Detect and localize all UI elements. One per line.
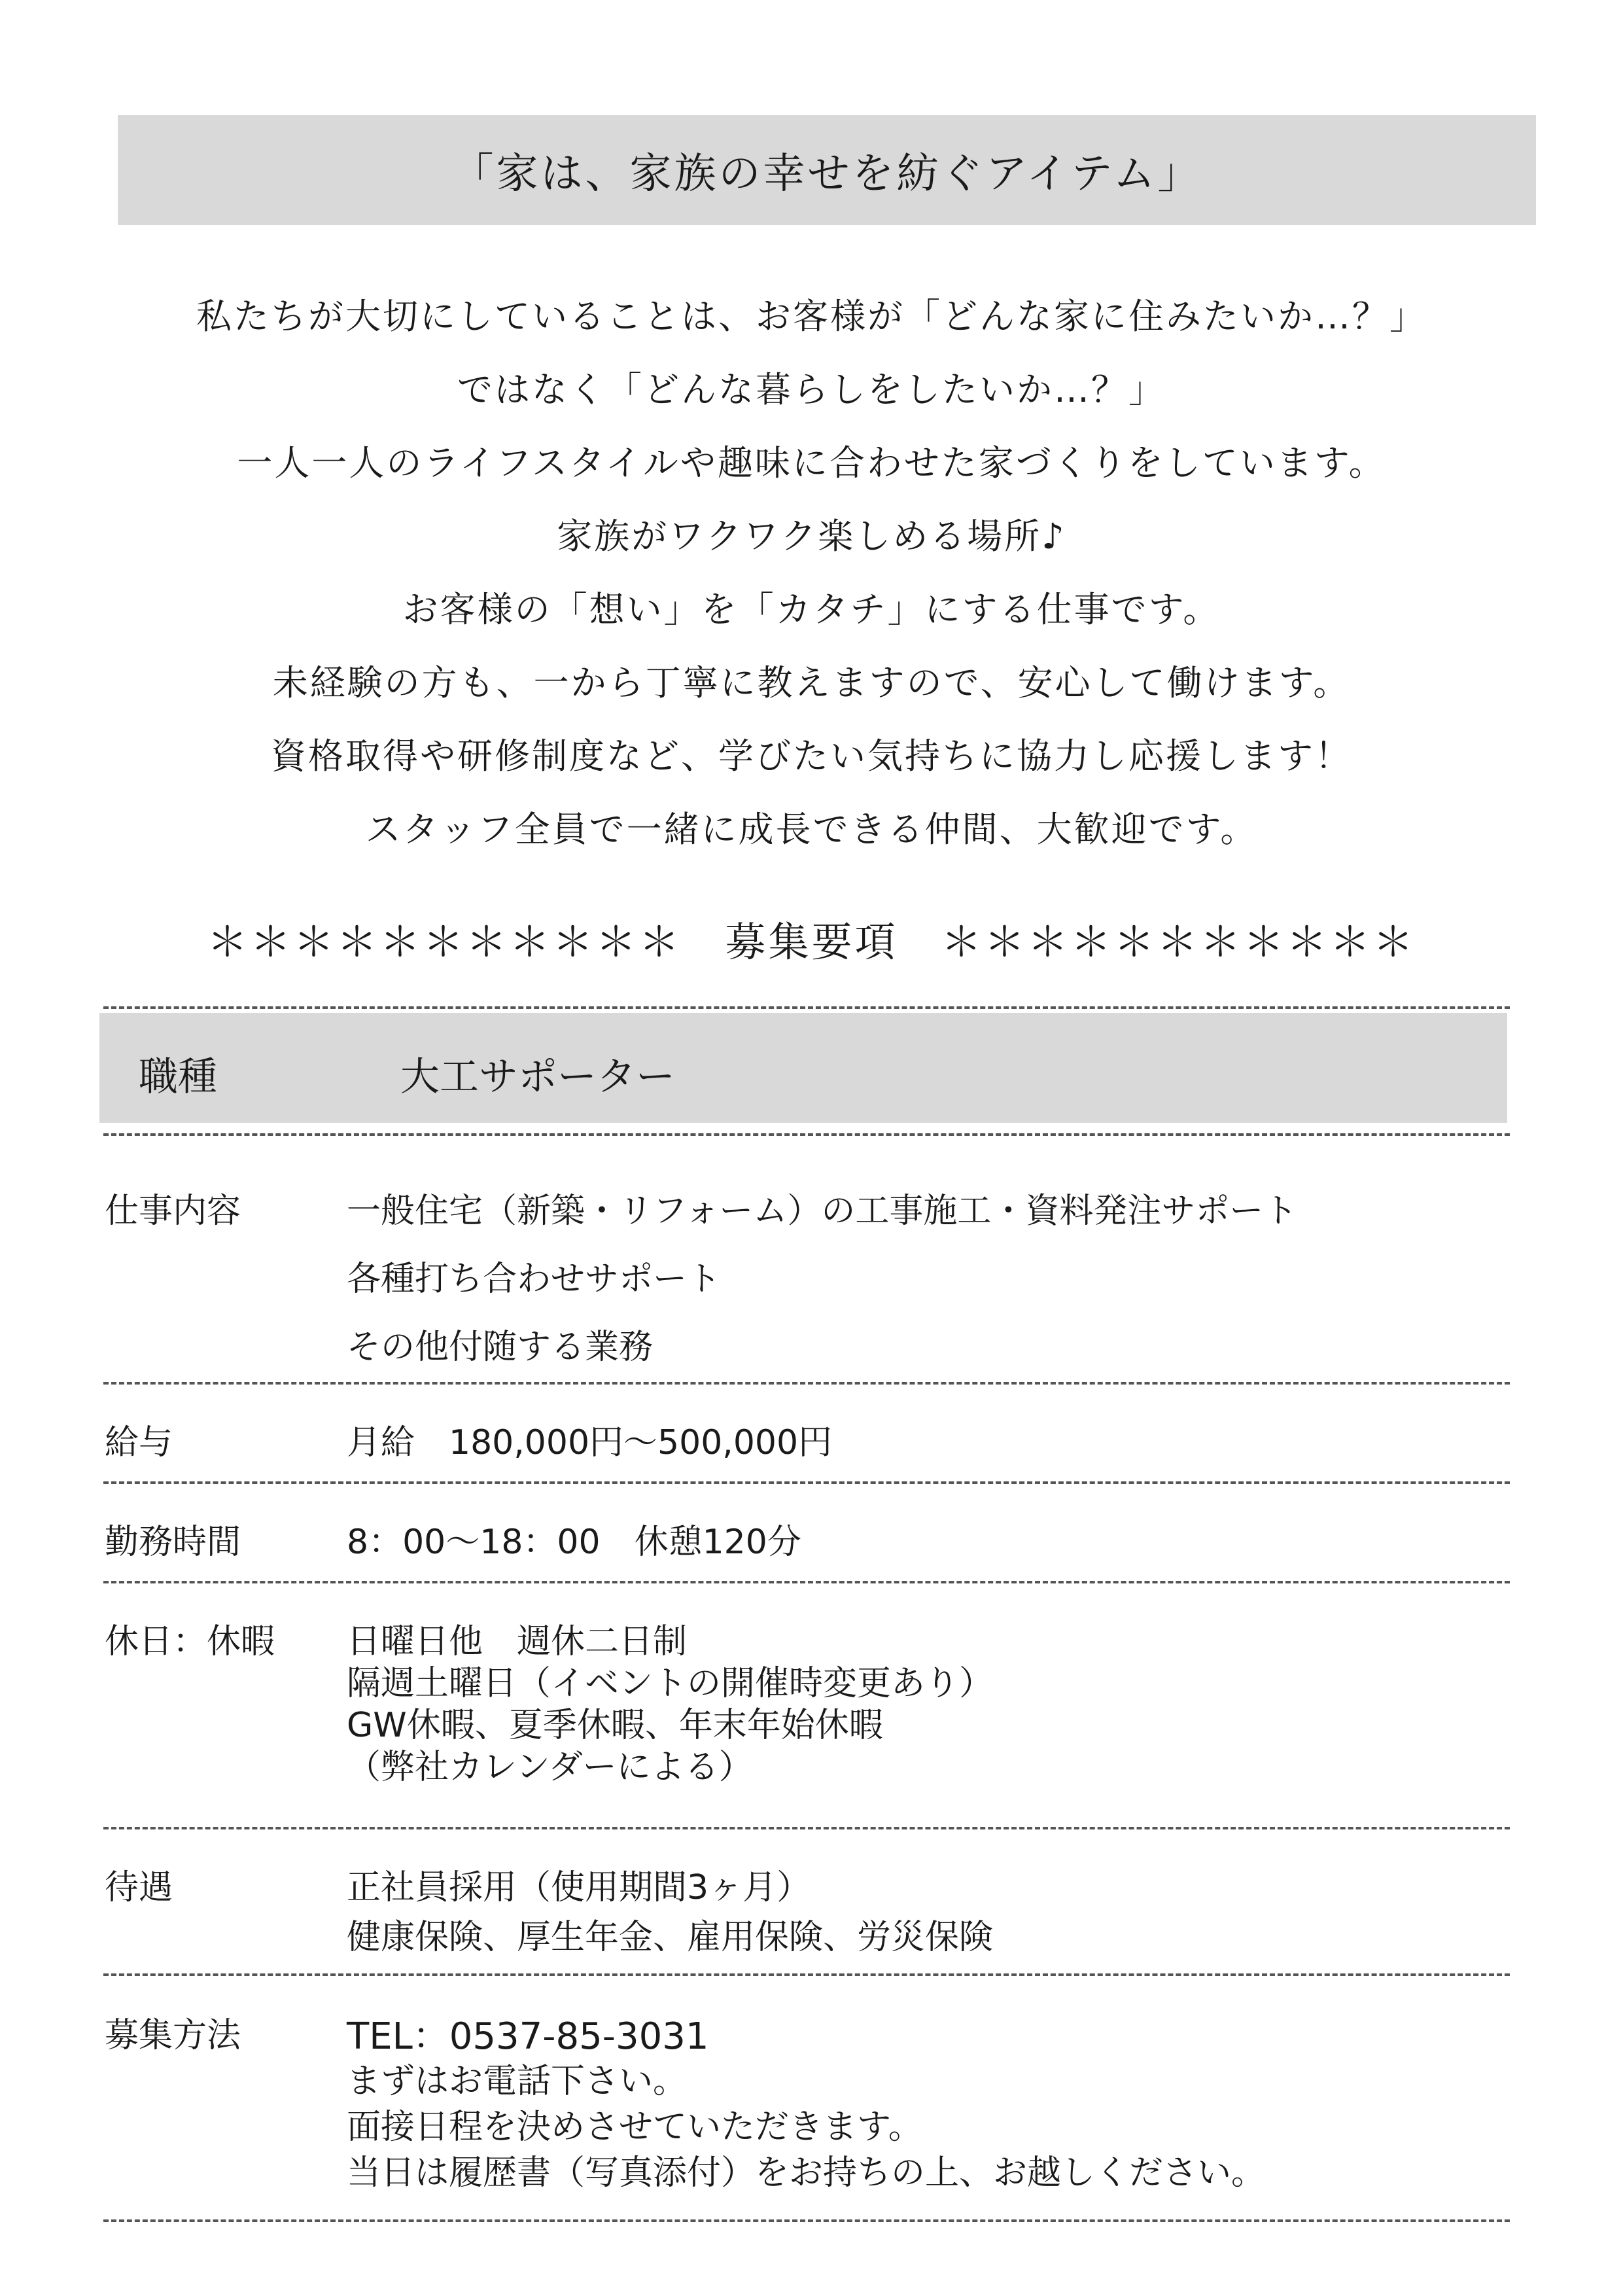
holidays-line: 日曜日他 週休二日制 [347,1622,688,1661]
work-content-value [347,1183,1297,1387]
divider [103,1133,1510,1136]
title-banner [118,115,1536,225]
benefits-line: 正社員採用（使用期間3ヶ月） [347,1868,811,1907]
work-content-line: 各種打ち合わせサポート [347,1260,722,1299]
page-title: 「家は、家族の幸せを紡ぐアイテム」 [451,150,1202,198]
benefits-label: 待遇 [105,1868,173,1907]
divider [103,2219,1510,2222]
intro-line: お客様の「想い」を「カタチ」にする仕事です。 [402,589,1221,630]
intro-line: スタッフ全員で一緒に成長できる仲間、大歓迎です。 [365,809,1258,850]
divider [103,1481,1510,1484]
application-method-label: 募集方法 [105,2016,241,2055]
benefits-value [347,1860,993,1959]
divider [103,1827,1510,1829]
divider [103,1006,1510,1009]
application-method-value [347,2007,1265,2191]
section-heading: ＊＊＊＊＊＊＊＊＊＊＊ 募集要項 ＊＊＊＊＊＊＊＊＊＊＊ [207,918,1416,966]
divider [103,1581,1510,1583]
working-hours-value [347,1514,801,1563]
working-hours-line: 8：00～18：00 休憩120分 [347,1523,801,1562]
working-hours-label: 勤務時間 [105,1523,241,1562]
intro-line: 家族がワクワク楽しめる場所♪ [557,516,1066,557]
phone-number: TEL：0537-85-3031 [347,2015,709,2058]
holidays-line: 隔週土曜日（イベントの開催時変更あり） [347,1664,994,1703]
salary-line: 月給 180,000円～500,000円 [347,1423,833,1462]
holidays-label: 休日：休暇 [105,1622,275,1661]
holidays-value [347,1614,994,1787]
divider [103,1382,1510,1385]
intro-text [0,280,1623,866]
holidays-line: （弊社カレンダーによる） [347,1748,753,1787]
intro-line: ではなく「どんな暮らしをしたいか…？」 [457,369,1166,410]
salary-label: 給与 [105,1423,173,1462]
work-content-line: その他付随する業務 [347,1328,654,1367]
job-type-value: 大工サポーター [400,1054,675,1100]
intro-line: 未経験の方も、一から丁寧に教えますので、安心して働けます。 [272,662,1351,703]
intro-line: 資格取得や研修制度など、学びたい気持ちに協力し応援します！ [271,735,1352,777]
work-content-label: 仕事内容 [105,1192,241,1231]
job-type-label: 職種 [139,1054,217,1100]
intro-line: 私たちが大切にしていることは、お客様が「どんな家に住みたいか…？」 [196,296,1427,337]
job-type-banner [99,1013,1507,1123]
divider [103,1973,1510,1976]
application-line: 当日は履歴書（写真添付）をお持ちの上、お越しください。 [347,2153,1266,2193]
application-line: 面接日程を決めさせていただきます。 [347,2108,922,2147]
intro-line: 一人一人のライフスタイルや趣味に合わせた家づくりをしています。 [237,442,1386,484]
work-content-line: 一般住宅（新築・リフォーム）の工事施工・資料発注サポート [347,1192,1298,1231]
application-line: まずはお電話下さい。 [347,2062,688,2101]
holidays-line: GW休暇、夏季休暇、年末年始休暇 [347,1706,883,1745]
salary-value [347,1415,832,1464]
benefits-line: 健康保険、厚生年金、雇用保険、労災保険 [347,1918,994,1957]
